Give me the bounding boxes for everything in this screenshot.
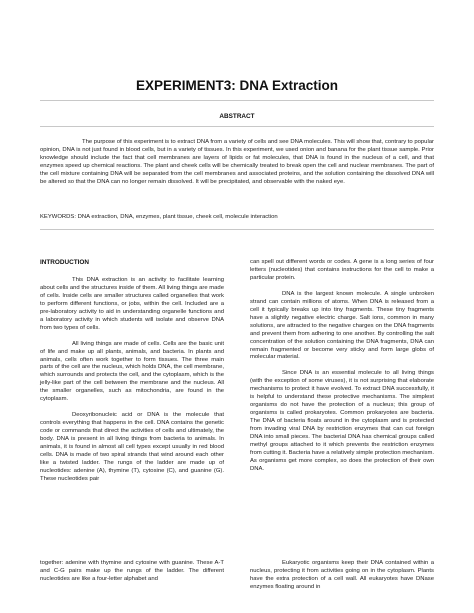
left-paragraph: This DNA extraction is an activity to facilitate learning about cells and the structures inside of them. All living things are made of cells. Inside cells are smaller structures called organelles that work to perform different functions, or jobs, within the cell. Included are a pre-laboratory activity to aid in understanding organelle functions and a laboratory activity in which students will isolate and observe DNA from two types of cells. — [40, 276, 224, 331]
abstract-text: The purpose of this experiment is to extract DNA from a variety of cells and see DNA molecules. This will show that, contrary to popular opinion, DNA is not just found in blood cells, but in a variety of tissues. In this experiment, we used onion and banana for the plant tissue sample. Prior knowledge should include the fact that cell membranes are layers of lipids or fat molecules, that DNA is found in the nucleus of a cell, and that enzymes speed up chemical reactions. The plant and cheek cells will be chemically treated to break open the cell and nuclear membranes. The part of the cell mixture containing DNA will be separated from the cell membranes and associated proteins, and the solution containing the dissolved DNA will be altered so that the DNA can no longer remain dissolved. It will be precipitated, and observable with the naked eye. — [40, 139, 434, 186]
right-column-continued: Eukaryotic organisms keep their DNA contained within a nucleus, protecting it from activities going on in the cytoplasm. Plants have the extra protection of a cell wall. All eukaryotes have DNase enzymes floating around in — [250, 560, 434, 590]
left-paragraph: All living things are made of cells. Cells are the basic unit of life and make up all plants, animals, and bacteria. In plants and animals, cells often work together to form tissues. The three main parts of the cell are the nucleus, which holds DNA, the cell membrane, which surrounds and protects the cell, and the cytoplasm, which is the jelly-like part of the cell between the membrane and the nucleus. All the smaller organelles, such as mitochondria, are found in the cytoplasm. — [40, 340, 224, 403]
abstract-divider — [40, 126, 434, 127]
left-paragraph: Deoxyribonucleic acid or DNA is the molecule that controls everything that happens in the cell. DNA contains the genetic code or commands that direct the activities of cells and ultimately, the body. DNA is present in all living things from bacteria to animals. In animals, it is found in almost all cell types except usually in red blood cells. DNA is made of two spiral strands that wind around each other like a twisted ladder. The rungs of the ladder are made up of nucleotides: adenine (A), thymine (T), cytosine (C), and guanine (G). These nucleotides pair — [40, 412, 224, 482]
right-paragraph: can spell out different words or codes. A gene is a long series of four letters (nucleotides) that contains instructions for the cell to make a particular protein. — [250, 259, 434, 281]
abstract-heading: ABSTRACT — [219, 113, 255, 120]
keywords-line: KEYWORDS: DNA extraction, DNA, enzymes, plant tissue, cheek cell, molecule interaction — [40, 214, 278, 220]
title-divider — [40, 100, 434, 101]
introduction-heading: INTRODUCTION — [40, 259, 89, 266]
paper-title: EXPERIMENT3: DNA Extraction — [135, 78, 339, 93]
keywords-divider — [40, 229, 434, 230]
right-paragraph: Since DNA is an essential molecule to all living things (with the exception of some viruses), it is not surprising that elaborate mechanisms to protect it have evolved. To extract DNA successfully, it is helpful to understand these protective mechanisms. The simplest organisms do not have the protection of a nucleus; this group of organisms is called prokaryotes. Common prokaryotes are bacteria. The DNA of bacteria floats around in the cytoplasm and is protected from invading viral DNA by restriction enzymes that can cut foreign DNA into small pieces. The bacterial DNA has chemical groups called methyl groups attached to it which prevents the restriction enzymes from cutting it. Bacteria have a relatively simple protection mechanism. As organisms get more complex, so does the protection of their own DNA. — [250, 370, 434, 472]
right-column — [250, 259, 434, 482]
left-column — [40, 259, 224, 492]
right-paragraph: DNA is the largest known molecule. A single unbroken strand can contain millions of atoms. When DNA is released from a cell it typically breaks up into tiny fragments. These tiny fragments have a slightly negative electric charge. Salt ions, common in many solutions, are attracted to the negative charges on the DNA fragments and prevent them from adhering to one another. By controlling the salt concentration of the solution containing the DNA fragments, DNA can remain fragmented or become very sticky and form large globs of molecular material. — [250, 290, 434, 361]
left-column-continued: together: adenine with thymine and cytosine with guanine. These A-T and C-G pairs make up the rungs of the ladder. The different nucleotides are like a four-letter alphabet and — [40, 560, 224, 582]
